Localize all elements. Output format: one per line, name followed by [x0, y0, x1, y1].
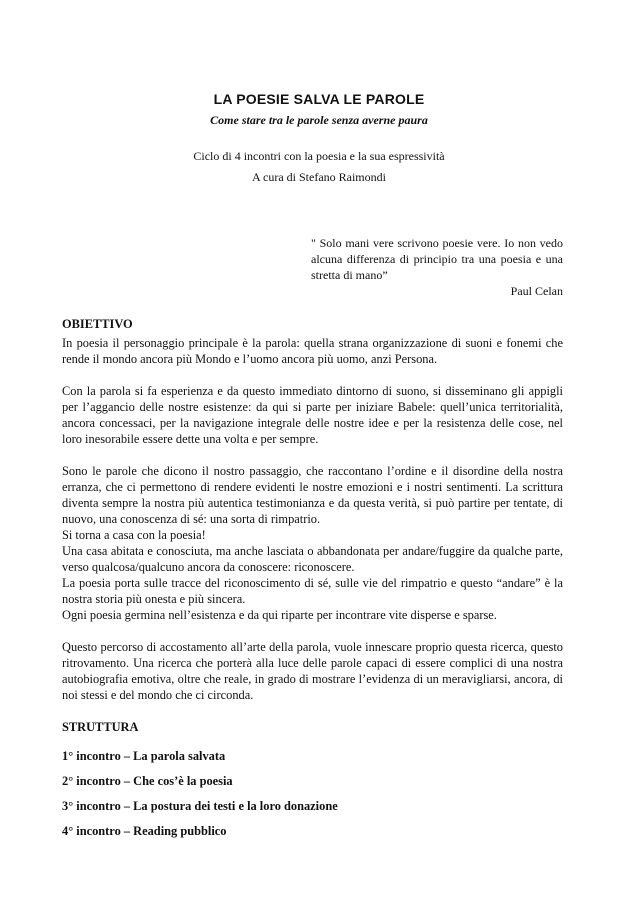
paragraph: Questo percorso di accostamento all’arte della parola, vuole innescare proprio questa ricerca, questo ritrovamento. Una ricerca che porterà alla luce delle parole capaci di essere complici di una nostra autobiografia emotiva, oltre che reale, in grado di mostrare l’evidenza di un meravigliarsi, ancora, di noi stessi e del mondo che ci circonda. — [62, 640, 563, 702]
paragraph: Sono le parole che dicono il nostro passaggio, che raccontano l’ordine e il disordine della nostra erranza, che ci permettono di rendere evidenti le nostre emozioni e i nostri sentimenti. La scrittura diventa sempre la nostra più autentica testimonianza e da questa verità, si può partire per tentate, di nuovo, una conoscenza di sé: una sorta di rimpatrio. — [62, 464, 563, 526]
meeting-item: 2° incontro – Che cos’è la poesia — [62, 774, 233, 788]
document-title: LA POESIE SALVA LE PAROLE — [213, 91, 425, 107]
paragraph: In poesia il personaggio principale è la parola: quella strana organizzazione di suoni e fonemi che rende il mondo ancora più Mondo e l’uomo ancora più uomo, anzi Persona. — [62, 336, 563, 366]
meeting-item: 3° incontro – La postura dei testi e la loro donazione — [62, 799, 338, 813]
paragraph: Una casa abitata e conosciuta, ma anche lasciata o abbandonata per andare/fuggire da qualche parte, verso qualcosa/qualcuno ancora da conoscere: riconoscere. — [62, 544, 563, 574]
meeting-item: 1° incontro – La parola salvata — [62, 749, 226, 763]
paragraph: Si torna a casa con la poesia! — [62, 528, 206, 542]
quote-author: Paul Celan — [510, 284, 563, 298]
meeting-item: 4° incontro – Reading pubblico — [62, 824, 227, 838]
document-body — [62, 316, 563, 848]
curator-line: A cura di Stefano Raimondi — [252, 170, 386, 184]
section-heading-struttura: STRUTTURA — [62, 720, 139, 734]
document-subtitle: Come stare tra le parole senza averne paura — [210, 113, 428, 127]
paragraph: Con la parola si fa esperienza e da questo immediato dintorno di suono, si disseminano gli appigli per l’aggancio delle nostre esistenze: da qui si parte per iniziare Babele: quell’unica territorialità, ancora concessaci, per la navigazione integrale delle nostre idee e per la resistenza delle cose, nel loro inesorabile essere dette una volta e per sempre. — [62, 384, 563, 446]
epigraph-quote — [311, 235, 563, 299]
cycle-description: Ciclo di 4 incontri con la poesia e la sua espressività — [193, 149, 445, 163]
quote-text: " Solo mani vere scrivono poesie vere. Io non vedo alcuna differenza di principio tra una poesia e una stretta di mano” — [311, 236, 563, 282]
paragraph: Ogni poesia germina nell’esistenza e da qui riparte per incontrare vite disperse e sparse. — [62, 608, 497, 622]
paragraph: La poesia porta sulle tracce del riconoscimento di sé, sulle vie del rimpatrio e questo “andare” è la nostra storia più onesta e più sincera. — [62, 576, 563, 606]
section-heading-obiettivo: OBIETTIVO — [62, 317, 133, 331]
